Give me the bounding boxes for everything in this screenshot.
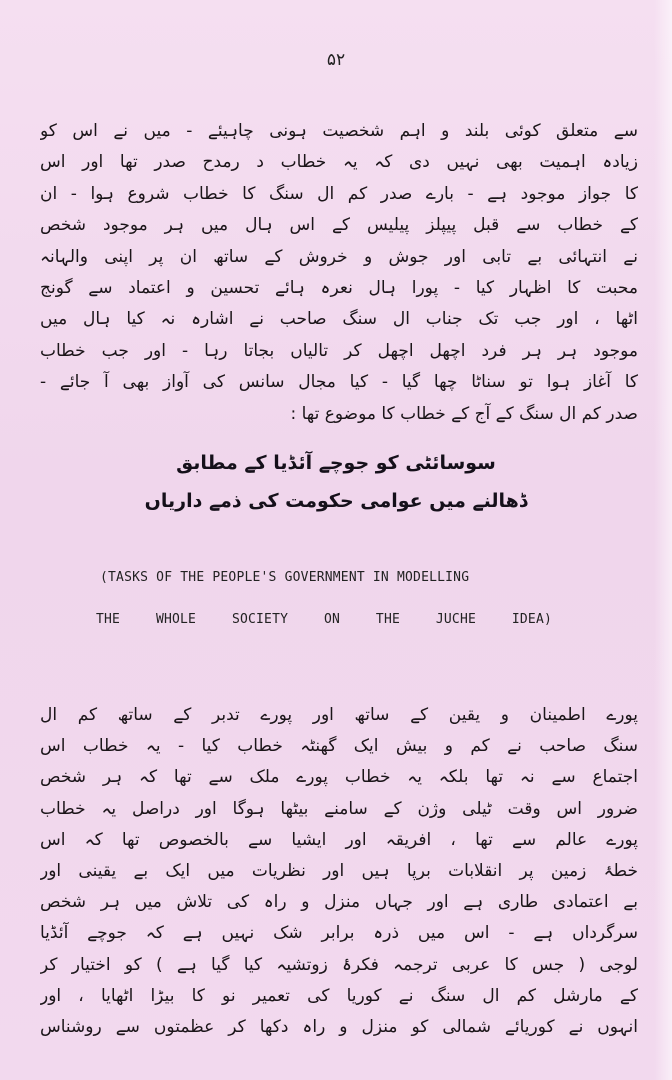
text-line: لوجی ( جس کا عربی ترجمہ فکرۂ زوتشیہ کیا گیا ہے ) کو اختیار کر (40, 954, 638, 975)
text-line: محبت کا اظہار کیا - پورا ہال نعرہ ہائے تحسین و اعتماد سے گونج (40, 277, 638, 298)
text-line: خطۂ زمین پر انقلابات برپا ہیں اور نظریات میں ایک بے یقینی اور (40, 860, 638, 881)
page-edge-shade (654, 0, 672, 1080)
text-line: صدر کم ال سنگ کے آج کے خطاب کا موضوع تھا : (290, 403, 638, 424)
text-line: نے انتہائی بے تابی اور جوش و خروش کے ساتھ ان پر اپنی والہانہ (40, 246, 638, 267)
text-line: پورے اطمینان و یقین کے ساتھ اور پورے تدبر کے ساتھ کم ال (40, 705, 638, 725)
urdu-heading-line-2: ڈھالنے میں عوامی حکومت کی ذمے داریاں (144, 490, 528, 512)
text-line: کا آغاز ہوا تو سناٹا چھا گیا - کیا مجال سانس کی آواز بھی آ جائے - (40, 372, 638, 393)
opening-paragraph (40, 116, 638, 430)
text-line: اجتماع سے نہ تھا بلکہ یہ خطاب پورے ملک سے تھا کہ ہر شخص (40, 767, 638, 788)
text-line: کا جواز موجود ہے - بارے صدر کم ال سنگ کا خطاب شروع ہوا - ان (40, 183, 638, 204)
text-line: کے مارشل کم ال سنگ نے کوریا کی تعمیر نو کا بیڑا اٹھایا ، اور (40, 985, 638, 1006)
text-line: موجود ہر ہر فرد اچھل اچھل کر تالیاں بجاتا رہا - اور جب خطاب (40, 340, 638, 361)
urdu-heading-line-1: سوسائٹی کو جوچے آئڈیا کے مطابق (176, 452, 496, 474)
text-line: زیادہ اہمیت بھی نہیں دی کہ یہ خطاب د رمدح صدر تھا اور اس (40, 152, 638, 173)
page-number: ۵۲ (326, 50, 346, 70)
text-line: سرگرداں ہے - اس میں ذرہ برابر شک نہیں ہے کہ جوچے آئڈیا (40, 923, 638, 944)
text-line: انہوں نے کوریائے شمالی کو منزل و راہ دکھا کر عظمتوں سے روشناس (40, 1016, 638, 1037)
text-line: سے متعلق کوئی بلند و اہم شخصیت ہونی چاہیئے - میں نے اس کو (40, 121, 638, 141)
english-heading-line-1: (TASKS OF THE PEOPLE'S GOVERNMENT IN MODELLING (100, 570, 470, 585)
english-heading-line-2: THE WHOLE SOCIETY ON THE JUCHE IDEA) (96, 612, 552, 627)
text-line: سنگ صاحب نے کم و بیش ایک گھنٹہ خطاب کیا - یہ خطاب اس (40, 736, 638, 757)
text-line: ضرور اس وقت ٹیلی وژن کے سامنے بیٹھا ہوگا اور دراصل یہ خطاب (40, 798, 638, 819)
text-line: پورے عالم سے تھا ، افریقہ اور ایشیا سے بالخصوص تھا کہ اس (40, 829, 638, 850)
text-line: کے خطاب سے قبل پیپلز پیلیس کے اس ہال میں ہر موجود شخص (40, 215, 638, 236)
text-line: بے اعتمادی طاری ہے اور جہاں منزل و راہ کی تلاش میں ہر شخص (40, 892, 638, 913)
text-line: اٹھا ، اور جب تک جناب ال سنگ صاحب نے اشارہ نہ کیا ہال میں (40, 309, 638, 330)
speech-paragraph (40, 700, 638, 1043)
